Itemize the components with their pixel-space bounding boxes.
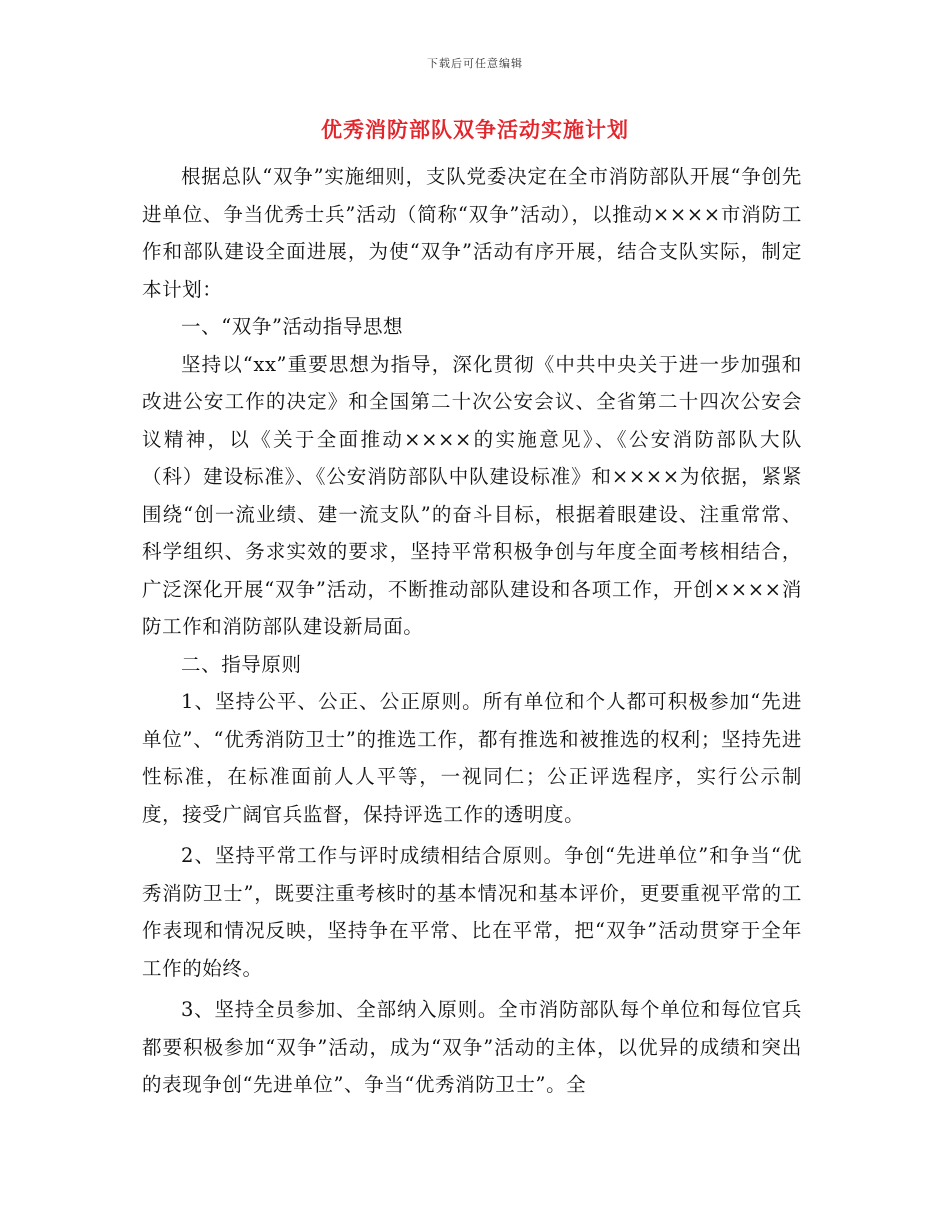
header-note: 下载后可任意编辑 — [427, 57, 523, 70]
document-title: 优秀消防部队双争活动实施计划 — [321, 117, 629, 142]
paragraph-principle-2: 2、坚持平常工作与评时成绩相结合原则。争创“先进单位”和争当“优秀消防卫士”，既要注重考核时的基本情况和基本评价，更要重视平常的工作表现和情况反映，坚持争在平常、比在平常，把“双争”活动贯穿于全年工作的始终。 — [142, 844, 802, 980]
document-body — [142, 158, 802, 1104]
paragraph-principle-1: 1、坚持公平、公正、公正原则。所有单位和个人都可积极参加“先进单位”、“优秀消防卫士”的推选工作，都有推选和被推选的权利；坚持先进性标准，在标准面前人人平等，一视同仁；公正评选程序，实行公示制度，接受广阔官兵监督，保持评选工作的透明度。 — [142, 690, 802, 826]
section-heading-guiding-ideology: 一、“双争”活动指导思想 — [181, 315, 404, 338]
paragraph-intro: 根据总队“双争”实施细则，支队党委决定在全市消防部队开展“争创先进单位、争当优秀士兵”活动（简称“双争”活动），以推动××××市消防工作和部队建设全面进展，为使“双争”活动有序开展，结合支队实际，制定本计划： — [142, 165, 802, 301]
paragraph-guiding-ideology: 坚持以“xx”重要思想为指导，深化贯彻《中共中央关于进一步加强和改进公安工作的决定》和全国第二十次公安会议、全省第二十四次公安会议精神，以《关于全面推动××××的实施意见》、《公安消防部队大队（科）建设标准》、《公安消防部队中队建设标准》和××××为依据，紧紧围绕“创一流业绩、建一流支队”的奋斗目标，根据着眼建设、注重常常、科学组织、务求实效的要求，坚持平常积极争创与年度全面考核相结合，广泛深化开展“双争”活动，不断推动部队建设和各项工作，开创××××消防工作和消防部队建设新局面。 — [142, 352, 802, 638]
section-heading-guiding-principles: 二、指导原则 — [181, 652, 302, 676]
paragraph-principle-3: 3、坚持全员参加、全部纳入原则。全市消防部队每个单位和每位官兵都要积极参加“双争”活动，成为“双争”活动的主体，以优异的成绩和突出的表现争创“先进单位”、争当“优秀消防卫士”。全 — [142, 998, 802, 1096]
